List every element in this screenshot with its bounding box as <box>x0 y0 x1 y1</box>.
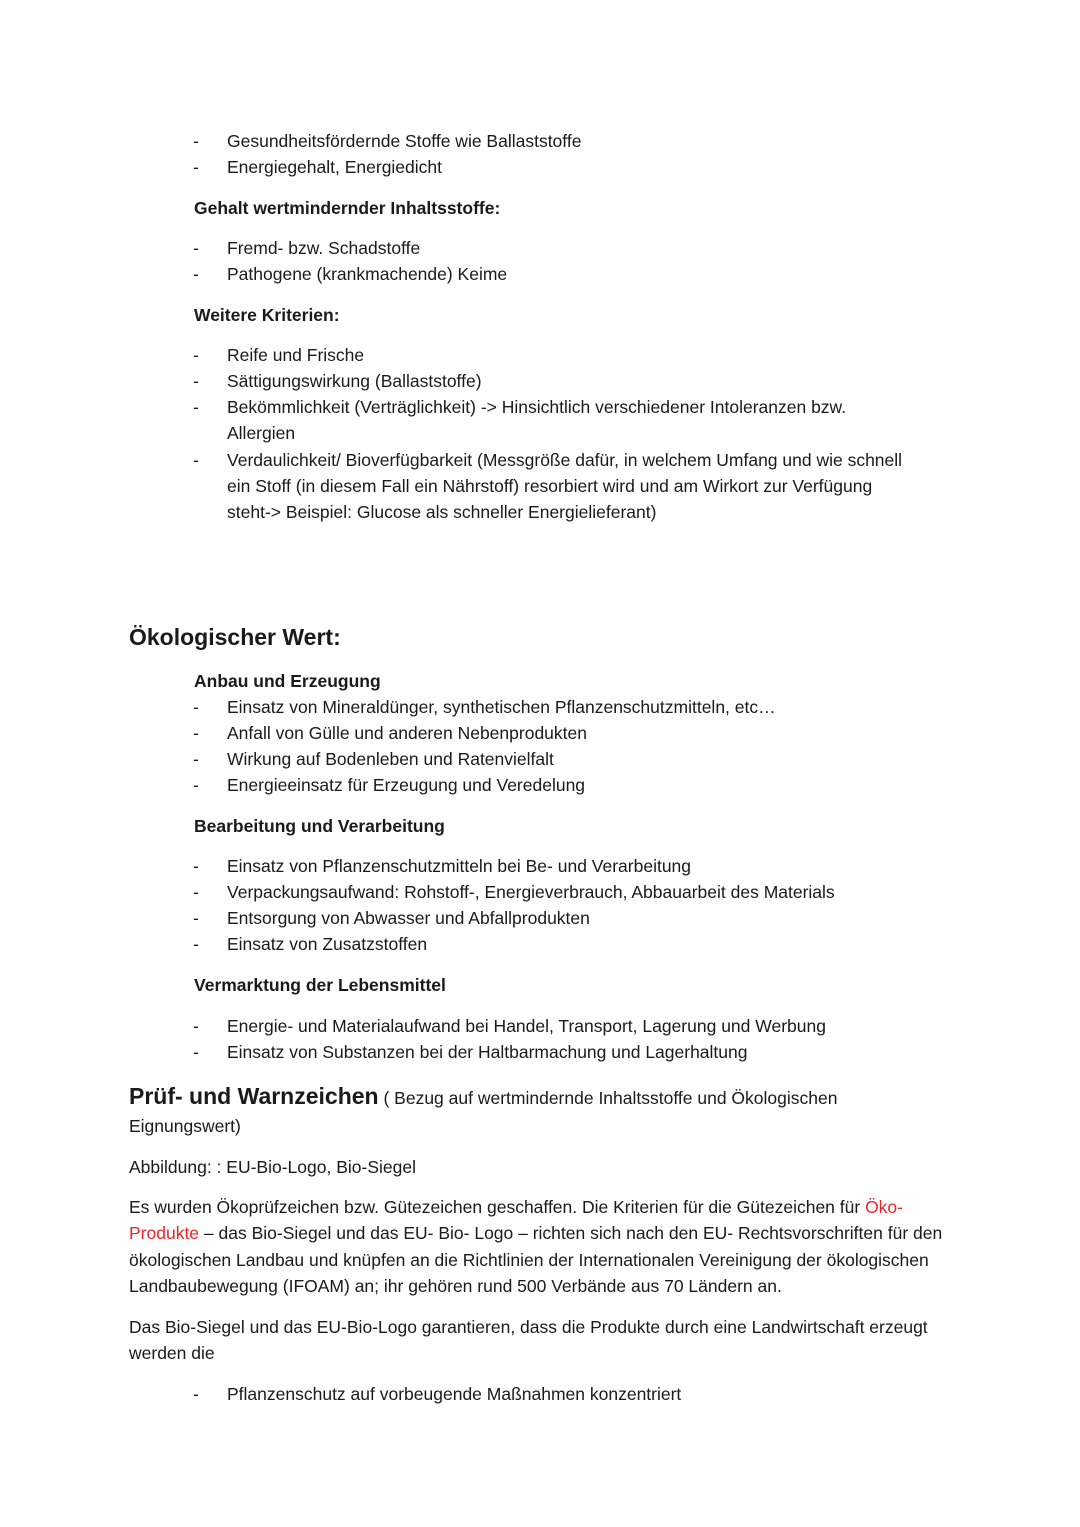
subheading-wertmindernd: Gehalt wertmindernder Inhaltsstoffe: <box>194 198 501 218</box>
paragraph-text: Es wurden Ökoprüfzeichen bzw. Gütezeichen geschaffen. Die Kriterien für die Gütezeichen für <box>129 1197 866 1217</box>
dash: - <box>193 450 199 470</box>
list-item: Wirkung auf Bodenleben und Ratenvielfalt <box>227 749 554 769</box>
list-item-continuation: ein Stoff (in diesem Fall ein Nährstoff) resorbiert wird und am Wirkort zur Verfügung <box>227 476 873 496</box>
paragraph-garantie: Das Bio-Siegel und das EU-Bio-Logo garantieren, dass die Produkte durch eine Landwirtschaft erzeugt werden die <box>129 1317 928 1364</box>
subheading-vermarktung: Vermarktung der Lebensmittel <box>194 975 446 995</box>
subheading-bearbeitung: Bearbeitung und Verarbeitung <box>194 816 445 836</box>
list-item-continuation: steht-> Beispiel: Glucose als schneller Energielieferant) <box>227 502 657 522</box>
list-item: Entsorgung von Abwasser und Abfallprodukten <box>227 908 590 928</box>
list-item: Energieeinsatz für Erzeugung und Veredelung <box>227 775 586 795</box>
dash: - <box>193 131 199 151</box>
dash: - <box>193 723 199 743</box>
subheading-anbau: Anbau und Erzeugung <box>194 671 381 691</box>
highlighted-term: Öko-Produkte <box>129 1197 903 1244</box>
list-item: Bekömmlichkeit (Verträglichkeit) -> Hinsichtlich verschiedener Intoleranzen bzw. <box>227 397 847 417</box>
dash: - <box>193 775 199 795</box>
dash: - <box>193 1042 199 1062</box>
list-item: Verdaulichkeit/ Bioverfügbarkeit (Messgröße dafür, in welchem Umfang und wie schnell <box>227 450 903 470</box>
list-item-continuation: Allergien <box>227 423 296 443</box>
dash: - <box>193 934 199 954</box>
list-item: Einsatz von Substanzen bei der Haltbarmachung und Lagerhaltung <box>227 1042 748 1062</box>
section-title-note: ( Bezug auf wertmindernde Inhaltsstoffe und Ökologischen <box>378 1088 838 1108</box>
abbildung-caption: Abbildung: : EU-Bio-Logo, Bio-Siegel <box>129 1157 416 1177</box>
dash: - <box>193 697 199 717</box>
dash: - <box>193 749 199 769</box>
dash: - <box>193 1016 199 1036</box>
list-item: Einsatz von Mineraldünger, synthetischen Pflanzenschutzmitteln, etc… <box>227 697 776 717</box>
dash: - <box>193 397 199 417</box>
subheading-weitere-kriterien: Weitere Kriterien: <box>194 305 340 325</box>
list-item: Einsatz von Pflanzenschutzmitteln bei Be- und Verarbeitung <box>227 856 692 876</box>
dash: - <box>193 1384 199 1404</box>
dash: - <box>193 908 199 928</box>
section-title-oekologischer-wert: Ökologischer Wert: <box>129 624 341 650</box>
section-title-pruef <box>129 1081 837 1111</box>
list-item: Anfall von Gülle und anderen Nebenprodukten <box>227 723 587 743</box>
dash: - <box>193 856 199 876</box>
list-item: Energie- und Materialaufwand bei Handel, Transport, Lagerung und Werbung <box>227 1016 826 1036</box>
paragraph-text: – das Bio-Siegel und das EU- Bio- Logo – richten sich nach den EU- Rechtsvorschriften für den ökologischen Landbau und knüpfen an die Richtlinien der Internationalen Vereinigung der ökologischen Landbaubewegung (IFOAM) an; ihr gehören rund 500 Verbände aus 70 Ländern an. <box>129 1223 943 1296</box>
dash: - <box>193 238 199 258</box>
list-item: Energiegehalt, Energiedicht <box>227 157 443 177</box>
list-item: Verpackungsaufwand: Rohstoff-, Energieverbrauch, Abbauarbeit des Materials <box>227 882 835 902</box>
list-item: Reife und Frische <box>227 345 365 365</box>
list-item: Pathogene (krankmachende) Keime <box>227 264 508 284</box>
dash: - <box>193 264 199 284</box>
list-item: Pflanzenschutz auf vorbeugende Maßnahmen konzentriert <box>227 1384 682 1404</box>
section-title-note-continuation: Eignungswert) <box>129 1116 241 1136</box>
list-item: Sättigungswirkung (Ballaststoffe) <box>227 371 482 391</box>
list-item: Gesundheitsfördernde Stoffe wie Ballaststoffe <box>227 131 582 151</box>
dash: - <box>193 157 199 177</box>
dash: - <box>193 345 199 365</box>
paragraph-oekopruefzeichen <box>129 1194 959 1299</box>
dash: - <box>193 882 199 902</box>
list-item: Einsatz von Zusatzstoffen <box>227 934 428 954</box>
list-item: Fremd- bzw. Schadstoffe <box>227 238 421 258</box>
section-title-text: Prüf- und Warnzeichen <box>129 1083 379 1109</box>
dash: - <box>193 371 199 391</box>
